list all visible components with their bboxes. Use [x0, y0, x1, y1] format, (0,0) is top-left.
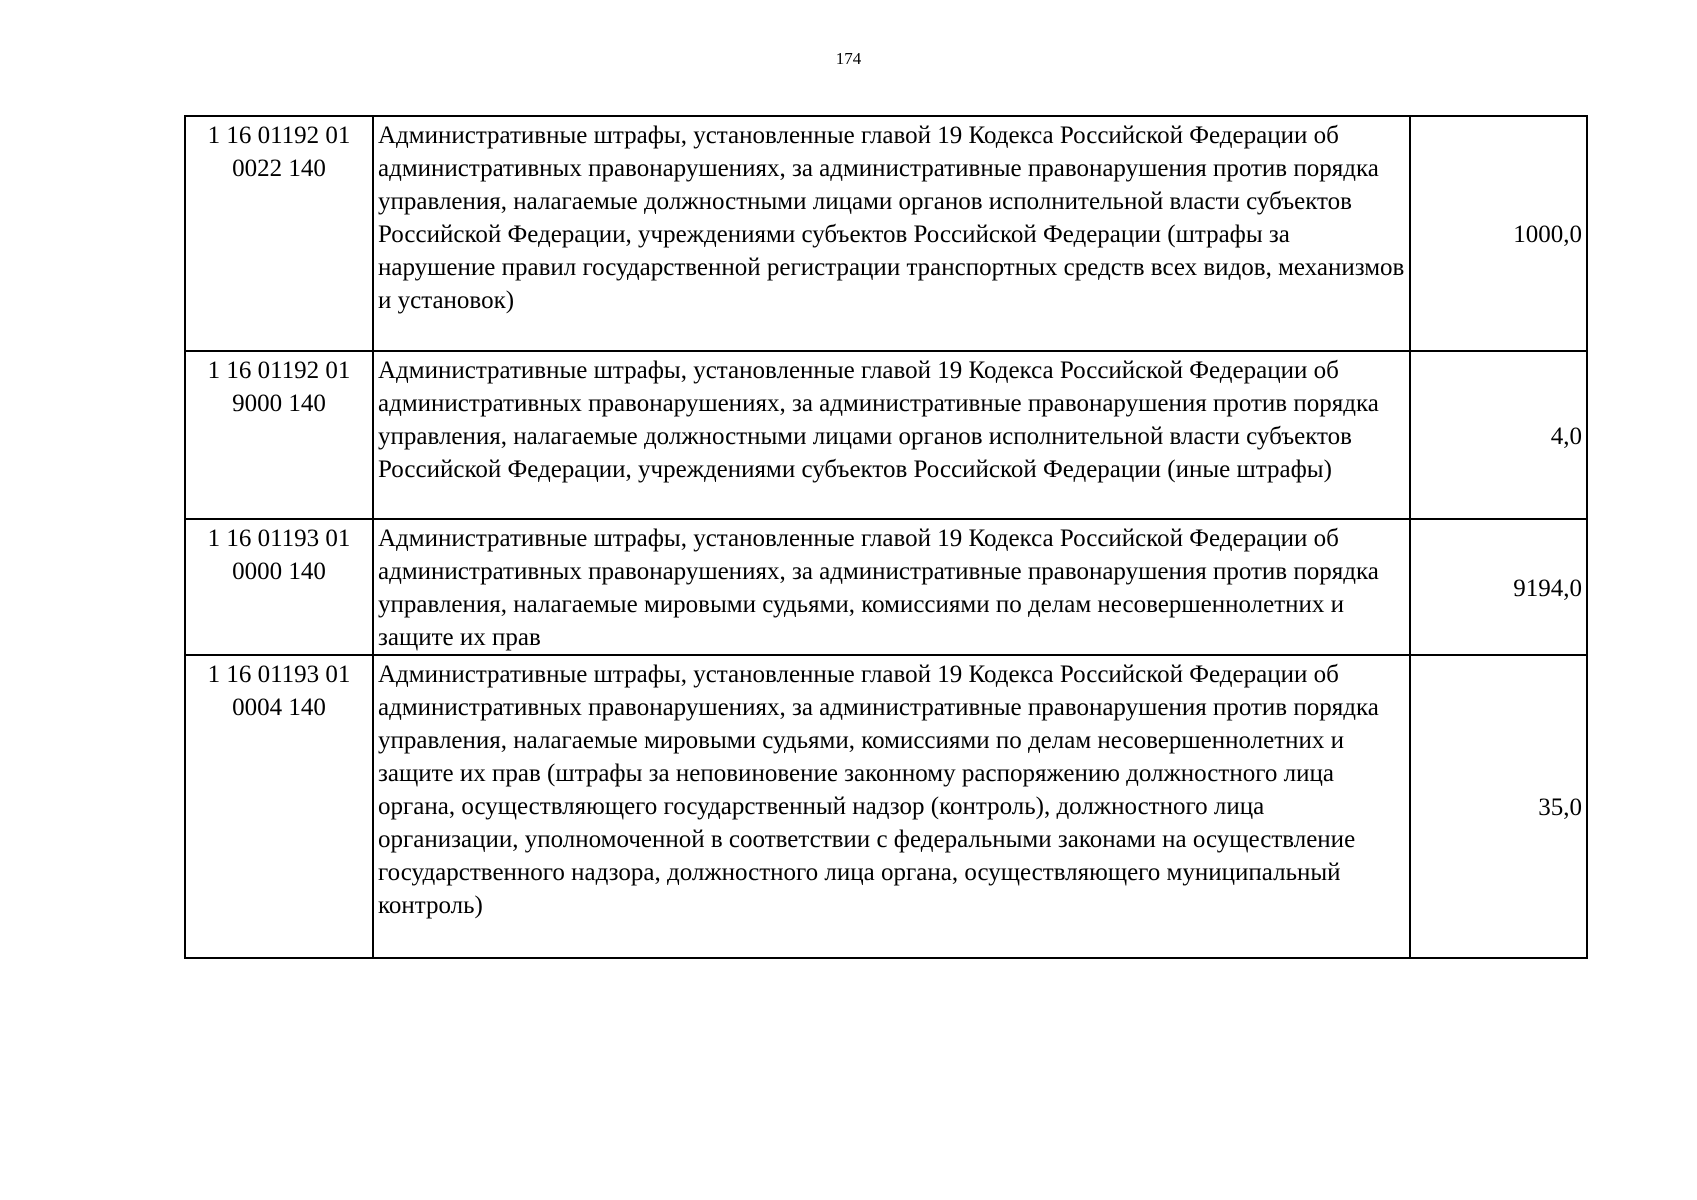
code-cell — [185, 519, 373, 655]
amount-cell: 35,0 — [1410, 655, 1587, 958]
description-cell: Административные штрафы, установленные главой 19 Кодекса Российской Федерации об административных правонарушениях, за административные правонарушения против порядка управления, налагаемые мировыми судьями, комиссиями по делам несовершеннолетних и защите их прав — [373, 519, 1410, 655]
code-line: 1 16 01193 01 — [207, 525, 351, 552]
code-cell — [185, 116, 373, 351]
description-cell: Административные штрафы, установленные главой 19 Кодекса Российской Федерации об административных правонарушениях, за административные правонарушения против порядка управления, налагаемые мировыми судьями, комиссиями по делам несовершеннолетних и защите их прав (штрафы за неповиновение законному распоряжению должностного лица органа, осуществляющего государственный надзор (контроль), должностного лица организации, уполномоченной в соответствии с федеральными законами на осуществление государственного надзора, должностного лица органа, осуществляющего муниципальный контроль) — [373, 655, 1410, 958]
description-cell: Административные штрафы, установленные главой 19 Кодекса Российской Федерации об административных правонарушениях, за административные правонарушения против порядка управления, налагаемые должностными лицами органов исполнительной власти субъектов Российской Федерации, учреждениями субъектов Российской Федерации (иные штрафы) — [373, 351, 1410, 519]
code-line: 1 16 01192 01 — [207, 357, 351, 384]
table-row — [185, 351, 1587, 519]
amount-cell: 1000,0 — [1410, 116, 1587, 351]
code-line: 1 16 01193 01 — [207, 661, 351, 688]
code-line: 0004 140 — [232, 694, 326, 721]
code-cell — [185, 655, 373, 958]
code-line: 0000 140 — [232, 558, 326, 585]
page-number: 174 — [835, 49, 862, 68]
table-row — [185, 655, 1587, 958]
table-row — [185, 116, 1587, 351]
code-cell — [185, 351, 373, 519]
description-cell: Административные штрафы, установленные главой 19 Кодекса Российской Федерации об административных правонарушениях, за административные правонарушения против порядка управления, налагаемые должностными лицами органов исполнительной власти субъектов Российской Федерации, учреждениями субъектов Российской Федерации (штрафы за нарушение правил государственной регистрации транспортных средств всех видов, механизмов и установок) — [373, 116, 1410, 351]
code-line: 0022 140 — [232, 155, 326, 182]
code-line: 9000 140 — [232, 390, 326, 417]
table-row — [185, 519, 1587, 655]
amount-cell: 9194,0 — [1410, 519, 1587, 655]
code-line: 1 16 01192 01 — [207, 122, 351, 149]
budget-table — [184, 115, 1588, 959]
amount-cell: 4,0 — [1410, 351, 1587, 519]
